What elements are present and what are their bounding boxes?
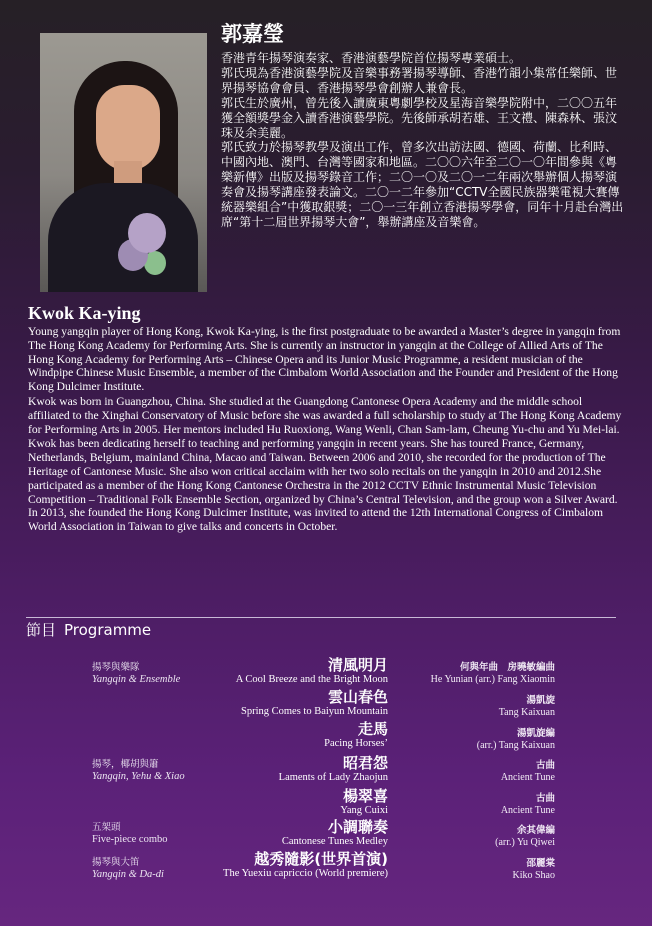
piece-title-en: Laments of Lady Zhaojun (278, 772, 388, 783)
composer-cn: 湯凱旋 (526, 695, 555, 706)
programme-divider (26, 617, 616, 618)
instrumentation-cn: 揚琴與樂隊 (92, 662, 140, 673)
composer-credit (431, 661, 555, 686)
composer-cn: 余其偉編 (516, 825, 555, 836)
composer-credit (501, 759, 555, 784)
english-name: Kwok Ka-ying (28, 303, 141, 323)
chinese-bio-paragraph: 郭氏現為香港演藝學院及音樂事務署揚琴導師、香港竹韻小集常任樂師、世界揚琴協會會員、香港揚琴學會創辦人兼會長。 (221, 65, 618, 95)
piece-title-cn: 小調聯奏 (327, 818, 388, 836)
instrumentation-en: Five-piece combo (92, 834, 168, 846)
programme-piece (236, 656, 388, 685)
instrumentation-cn: 揚琴，椰胡與簫 (92, 759, 159, 770)
piece-title-cn: 昭君怨 (342, 754, 388, 772)
instrumentation-cn: 揚琴與大笛 (92, 857, 140, 868)
instrumentation-en: Yangqin & Ensemble (92, 674, 181, 686)
piece-title-cn: 走馬 (357, 720, 388, 738)
composer-en: (arr.) Tang Kaixuan (476, 740, 555, 751)
programme-piece (282, 818, 388, 847)
piece-title-en: Yang Cuixi (340, 805, 388, 816)
composer-en: Kiko Shao (512, 870, 555, 881)
composer-en: Ancient Tune (500, 805, 555, 816)
programme-piece (324, 720, 388, 749)
composer-credit (513, 857, 556, 882)
programme-heading-cn: 節目 (26, 621, 57, 639)
instrumentation-en: Yangqin, Yehu & Xiao (92, 771, 185, 783)
programme-piece (340, 787, 388, 816)
composer-credit (501, 792, 555, 817)
composer-en: Ancient Tune (500, 772, 555, 783)
piece-title-cn: 雲山春色 (327, 688, 388, 706)
chinese-bio-paragraph: 香港青年揚琴演奏家、香港演藝學院首位揚琴專業碩士。 (221, 51, 522, 65)
composer-en: (arr.) Yu Qiwei (495, 837, 555, 848)
piece-title-en: A Cool Breeze and the Bright Moon (235, 674, 388, 685)
instrumentation-cn: 五架頭 (92, 822, 121, 833)
piece-title-en: Spring Comes to Baiyun Mountain (241, 706, 388, 717)
programme-piece (223, 850, 388, 879)
instrumentation-group (92, 822, 168, 846)
programme-piece (241, 688, 388, 717)
piece-title-cn: 清風明月 (327, 656, 388, 674)
programme-piece (279, 754, 388, 783)
english-bio-paragraph: Young yangqin player of Hong Kong, Kwok Ka-ying, is the first postgraduate to be awarded a Master’s degree in yangqin from The Hong Kong Academy for Performing Arts. She is currently an instructor in yangqin at the College of Allied Arts of The Hong Kong Academy for Performing Arts – Chinese Opera and its Junior Music Programme, a resident musician of the Windpipe Chinese Music Ensemble, a member of the Cimbalom World Association and the Founder and President of the Hong Kong Dulcimer Institute. (28, 325, 621, 394)
composer-credit (499, 694, 555, 719)
portrait-photo (40, 33, 207, 292)
piece-title-en: Cantonese Tunes Medley (281, 836, 388, 847)
english-biography (28, 325, 624, 535)
composer-cn: 古曲 (535, 760, 555, 771)
english-bio-paragraph: Kwok was born in Guangzhou, China. She studied at the Guangdong Cantonese Opera Academy and the middle school affiliated to the Xinghai Conservatory of Music before she was awarded a full scholarship to study at The Hong Kong Academy for Performing Arts in 2005. Her mentors included Hu Ruoxiong, Wang Wenli, Chan Sam-lam, Cheung Yu-chu and Yu Mei-lai. (28, 394, 622, 436)
composer-cn: 古曲 (535, 793, 555, 804)
composer-en: He Yunian (arr.) Fang Xiaomin (430, 674, 555, 685)
piece-title-en: The Yuexiu capriccio (World premiere) (223, 868, 388, 879)
programme-heading-en: Programme (64, 621, 152, 639)
composer-cn: 何與年曲 房曉敏編曲 (459, 662, 555, 673)
composer-cn: 邵麗棠 (526, 858, 555, 869)
instrumentation-group (92, 662, 180, 686)
piece-title-cn: 楊翠喜 (342, 787, 388, 805)
chinese-name: 郭嘉瑩 (221, 22, 284, 46)
piece-title-cn: 越秀隨影(世界首演) (254, 850, 388, 868)
composer-cn: 湯凱旋編 (516, 728, 555, 739)
piece-title-en: Pacing Horses’ (324, 738, 388, 749)
instrumentation-group (92, 857, 164, 881)
chinese-bio-paragraph: 郭氏生於廣州，曾先後入讀廣東粵劇學校及星海音樂學院附中，二〇〇五年獲全額獎學金入讀香港演藝學院。先後師承胡若雄、王文禮、陳森林、張汶珠及余美麗。 (221, 95, 618, 140)
chinese-biography (221, 51, 626, 230)
english-bio-paragraph: Kwok has been dedicating herself to teaching and performing yangqin in recent years. She has toured France, Germany, Netherlands, Belgium, mainland China, Macao and Taiwan. Between 2006 and 2010, she recorded for the production of The Heritage of Cantonese Music. She also won critical acclaim with her two solo recitals on the yangqin in 2010 and 2012.She participated as a member of the Hong Kong Cantonese Orchestra in the 2012 CCTV Ethnic Instrumental Music Television Competition – Traditional Folk Ensemble Section, organized by China’s Central Television, and the group won a Silver Award. In 2013, she founded the Hong Kong Dulcimer Institute, was invited to attend the 12th International Congress of Cimbalom World Association in Taiwan to give talks and concerts in October. (28, 437, 618, 534)
instrumentation-group (92, 759, 185, 783)
chinese-bio-paragraph: 郭氏致力於揚琴教學及演出工作，曾多次出訪法國、德國、荷蘭、比利時、中國內地、澳門、台灣等國家和地區。二〇〇六年至二〇一〇年間參與《粵樂新傳》出版及揚琴錄音工作；二〇一〇及二〇一二年兩次舉辦個人揚琴演奏會及揚琴講座發表論文。二〇一二年參加“CCTV全國民族器樂電視大賽傳統器樂組合”中獲取銀獎；二〇一三年創立香港揚琴學會，同年十月赴台灣出席“第十二屆世界揚琴大會”，舉辦講座及音樂會。 (221, 140, 624, 229)
composer-credit (477, 727, 555, 752)
programme-heading (26, 619, 151, 640)
instrumentation-en: Yangqin & Da-di (92, 869, 164, 881)
composer-en: Tang Kaixuan (498, 707, 555, 718)
composer-credit (495, 824, 555, 849)
